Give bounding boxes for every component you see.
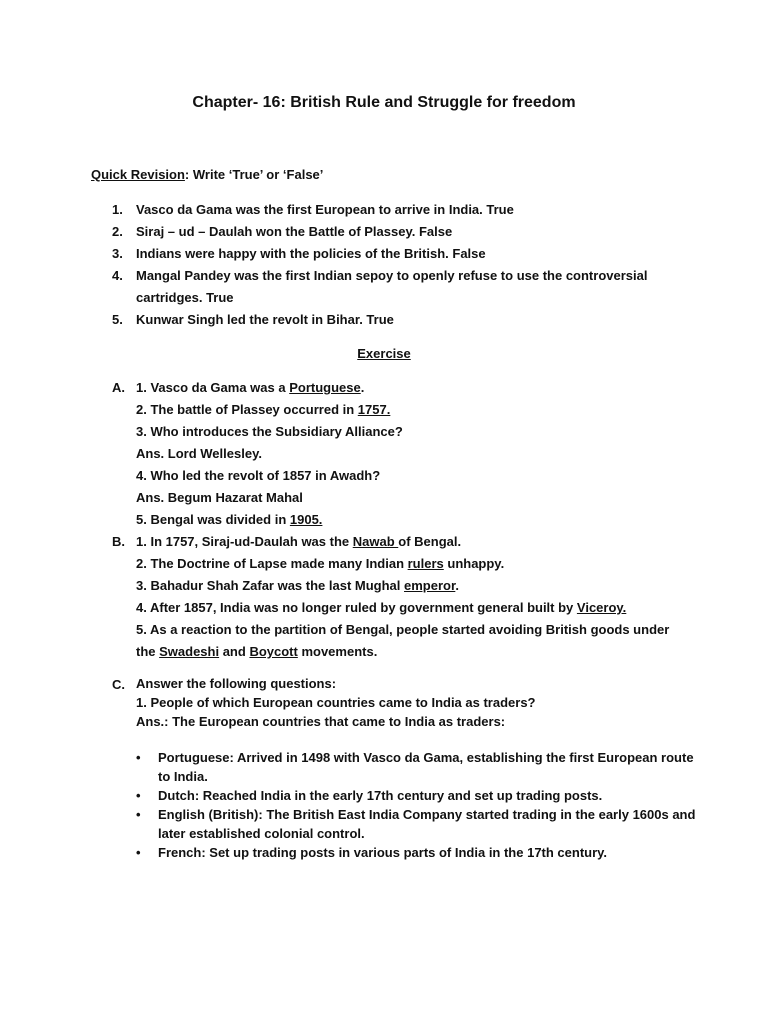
bullet-icon: • bbox=[136, 845, 141, 860]
question-line: 2. The battle of Plassey occurred in 1757. bbox=[136, 402, 391, 417]
question-line: 1. Vasco da Gama was a Portuguese. bbox=[136, 380, 365, 395]
answer-blank: Viceroy. bbox=[576, 600, 627, 615]
question-line: 3. Bahadur Shah Zafar was the last Mughal emperor. bbox=[136, 578, 459, 593]
answer-blank: Swadeshi bbox=[159, 644, 220, 659]
question-line: 5. As a reaction to the partition of Bengal, people started avoiding British goods under bbox=[136, 622, 670, 637]
list-item bbox=[112, 221, 682, 243]
section-c bbox=[112, 674, 692, 731]
item-number: 3. bbox=[112, 246, 123, 261]
answer-blank: 1905. bbox=[289, 512, 323, 527]
section-label: A. bbox=[112, 380, 125, 395]
true-false-list bbox=[112, 199, 682, 331]
answer-blank: emperor bbox=[404, 578, 456, 593]
list-item bbox=[136, 786, 696, 805]
section-b bbox=[112, 531, 692, 663]
answer-blank: Boycott bbox=[249, 644, 298, 659]
list-item bbox=[112, 199, 682, 221]
page-title: Chapter- 16: British Rule and Struggle for freedom bbox=[192, 94, 576, 111]
answer-blank: 1757. bbox=[357, 402, 391, 417]
item-number: 4. bbox=[112, 268, 123, 283]
traders-bullet-list bbox=[136, 748, 696, 862]
bullet-text: French: Set up trading posts in various parts of India in the 17th century. bbox=[158, 845, 608, 860]
list-item bbox=[136, 843, 696, 862]
section-label: C. bbox=[112, 677, 125, 692]
question-line: 2. The Doctrine of Lapse made many Indian rulers unhappy. bbox=[136, 556, 505, 571]
question-line: 4. Who led the revolt of 1857 in Awadh? bbox=[136, 468, 381, 483]
question-line: 4. After 1857, India was no longer ruled by government general built by Viceroy. bbox=[136, 600, 627, 615]
answer-blank: rulers bbox=[407, 556, 444, 571]
item-number: 2. bbox=[112, 224, 123, 239]
question-line: 3. Who introduces the Subsidiary Alliance? bbox=[136, 424, 403, 439]
bullet-icon: • bbox=[136, 750, 141, 765]
item-text: Siraj – ud – Daulah won the Battle of Plassey. False bbox=[136, 224, 453, 239]
list-item bbox=[136, 748, 696, 786]
item-text: Mangal Pandey was the first Indian sepoy to openly refuse to use the controversial cartridges. True bbox=[136, 268, 648, 305]
bullet-text: Portuguese: Arrived in 1498 with Vasco da Gama, establishing the first European route to India. bbox=[158, 750, 694, 784]
question-line: 5. Bengal was divided in 1905. bbox=[136, 512, 323, 527]
question-line: the Swadeshi and Boycott movements. bbox=[136, 644, 378, 659]
quick-revision-text: : Write ‘True’ or ‘False’ bbox=[184, 167, 324, 182]
bullet-icon: • bbox=[136, 807, 141, 822]
question-line: 1. People of which European countries came to India as traders? bbox=[136, 695, 536, 710]
answer-line: Ans.: The European countries that came to India as traders: bbox=[136, 714, 506, 729]
answer-line: Ans. Lord Wellesley. bbox=[136, 446, 262, 461]
section-label: B. bbox=[112, 534, 125, 549]
section-heading: Answer the following questions: bbox=[136, 676, 337, 691]
exercise-heading: Exercise bbox=[357, 346, 411, 361]
section-a bbox=[112, 377, 692, 531]
list-item bbox=[112, 309, 682, 331]
list-item bbox=[136, 805, 696, 843]
bullet-text: English (British): The British East India Company started trading in the early 1600s and later established colonial control. bbox=[158, 807, 696, 841]
answer-blank: Nawab bbox=[352, 534, 399, 549]
quick-revision-instruction bbox=[91, 164, 323, 186]
item-number: 5. bbox=[112, 312, 123, 327]
item-number: 1. bbox=[112, 202, 123, 217]
quick-revision-label: Quick Revision bbox=[91, 167, 185, 182]
item-text: Vasco da Gama was the first European to arrive in India. True bbox=[136, 202, 514, 217]
answer-line: Ans. Begum Hazarat Mahal bbox=[136, 490, 303, 505]
question-line: 1. In 1757, Siraj-ud-Daulah was the Nawab of Bengal. bbox=[136, 534, 462, 549]
list-item bbox=[112, 265, 682, 309]
bullet-text: Dutch: Reached India in the early 17th century and set up trading posts. bbox=[158, 788, 603, 803]
bullet-icon: • bbox=[136, 788, 141, 803]
item-text: Kunwar Singh led the revolt in Bihar. True bbox=[136, 312, 394, 327]
answer-blank: Portuguese bbox=[289, 380, 361, 395]
item-text: Indians were happy with the policies of the British. False bbox=[136, 246, 486, 261]
list-item bbox=[112, 243, 682, 265]
